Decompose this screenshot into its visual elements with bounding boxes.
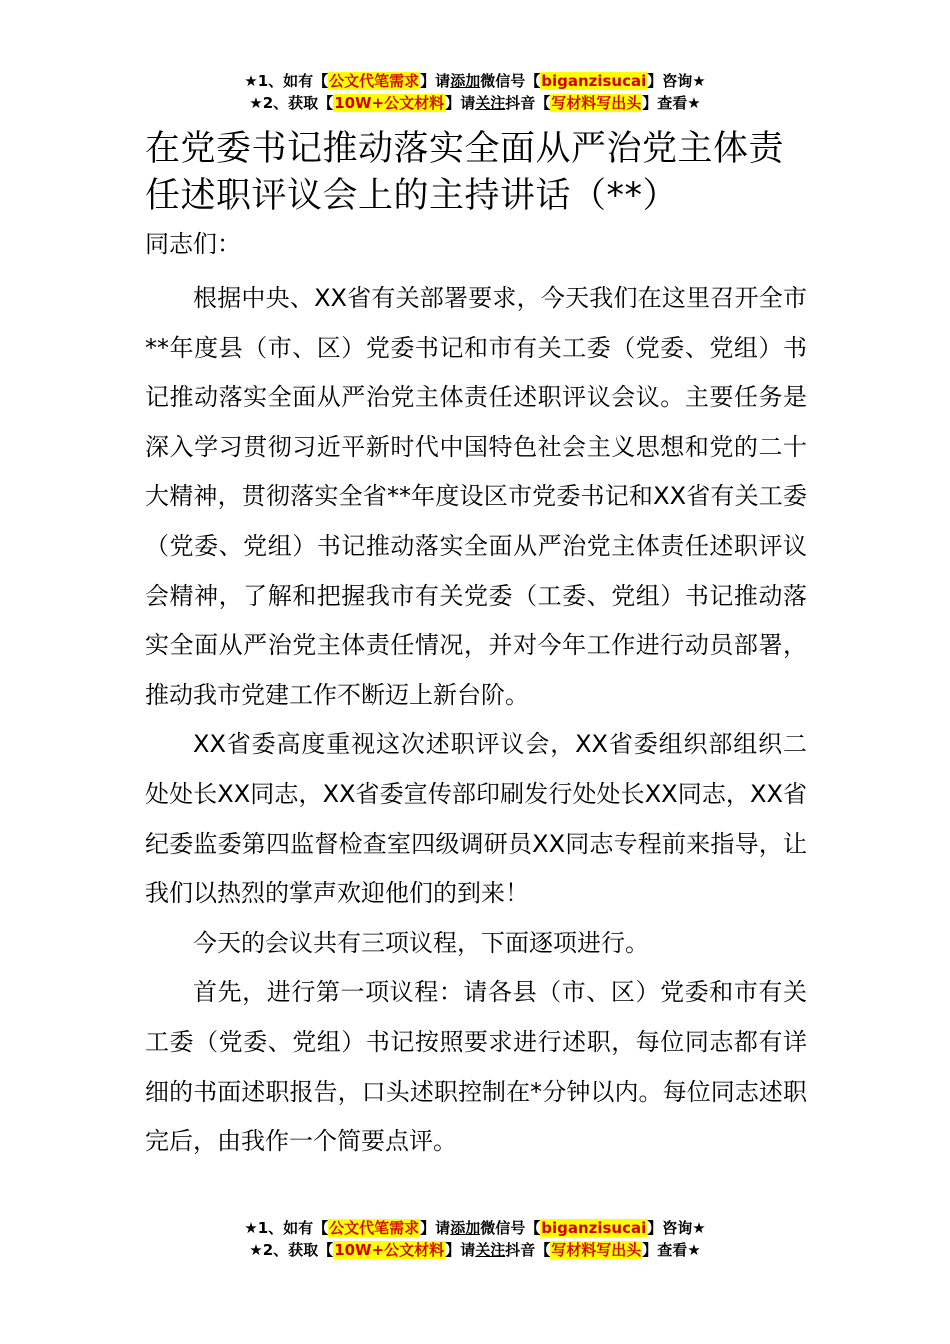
promo-highlight: 10W+公文材料 [334, 1241, 445, 1259]
promo-text: 】请 [420, 1219, 451, 1237]
promo-text: ★1、如有【 [244, 72, 329, 90]
promo-highlight: 10W+公文材料 [334, 94, 445, 112]
promo-highlight: biganzisucai [541, 1219, 647, 1237]
promo-text: 】请 [445, 1241, 476, 1259]
paragraph: 根据中央、XX省有关部署要求，今天我们在这里召开全市**年度县（市、区）党委书记和市有关工委（党委、党组）书记推动落实全面从严治党主体责任述职评议会议。主要任务是深入学习贯彻习近平新时代中国特色社会主义思想和党的二十大精神，贯彻落实全省**年度设区市党委书记和XX省有关工委（党委、党组）书记推动落实全面从严治党主体责任述职评议会精神，了解和把握我市有关党委（工委、党组）书记推动落实全面从严治党主体责任情况，并对今年工作进行动员部署，推动我市党建工作不断迈上新台阶。 [145, 284, 807, 709]
promo-text: 】查看★ [642, 94, 701, 112]
promo-text: 】咨询★ [647, 72, 706, 90]
promo-highlight: 公文代笔需求 [329, 1219, 420, 1237]
promo-text: 】请 [445, 94, 476, 112]
promo-underline: 关注 [475, 1241, 506, 1259]
promo-banner-top [0, 70, 950, 114]
promo-text: 抖音【 [505, 94, 551, 112]
promo-highlight: 公文代笔需求 [329, 72, 420, 90]
promo-line-1 [0, 70, 950, 92]
document-body [145, 126, 807, 1167]
greeting: 同志们： [145, 230, 241, 258]
promo-text: 微信号【 [480, 72, 541, 90]
paragraph: 今天的会议共有三项议程，下面逐项进行。 [193, 928, 649, 957]
promo-underline: 添加 [450, 1219, 481, 1237]
document-title: 在党委书记推动落实全面从严治党主体责任述职评议会上的主持讲话（**） [145, 129, 785, 216]
promo-text: ★1、如有【 [244, 1219, 329, 1237]
promo-line-2 [0, 92, 950, 114]
promo-line-2 [0, 1239, 950, 1261]
promo-text: 】请 [420, 72, 451, 90]
promo-underline: 添加 [450, 72, 481, 90]
promo-text: ★2、获取【 [249, 94, 334, 112]
promo-text: ★2、获取【 [249, 1241, 334, 1259]
promo-banner-bottom [0, 1217, 950, 1261]
promo-underline: 关注 [475, 94, 506, 112]
promo-text: 微信号【 [480, 1219, 541, 1237]
paragraph: XX省委高度重视这次述职评议会，XX省委组织部组织二处处长XX同志，XX省委宣传部印刷发行处处长XX同志，XX省纪委监委第四监督检查室四级调研员XX同志专程前来指导，让我们以热烈的掌声欢迎他们的到来！ [145, 730, 807, 908]
promo-text: 】咨询★ [647, 1219, 706, 1237]
promo-text: 】查看★ [642, 1241, 701, 1259]
promo-highlight: 写材料写出头 [551, 94, 642, 112]
promo-text: 抖音【 [505, 1241, 551, 1259]
promo-line-1 [0, 1217, 950, 1239]
promo-highlight: 写材料写出头 [551, 1241, 642, 1259]
paragraph: 首先，进行第一项议程：请各县（市、区）党委和市有关工委（党委、党组）书记按照要求进行述职，每位同志都有详细的书面述职报告，口头述职控制在*分钟以内。每位同志述职完后，由我作一个简要点评。 [145, 978, 807, 1156]
promo-highlight: biganzisucai [541, 72, 647, 90]
